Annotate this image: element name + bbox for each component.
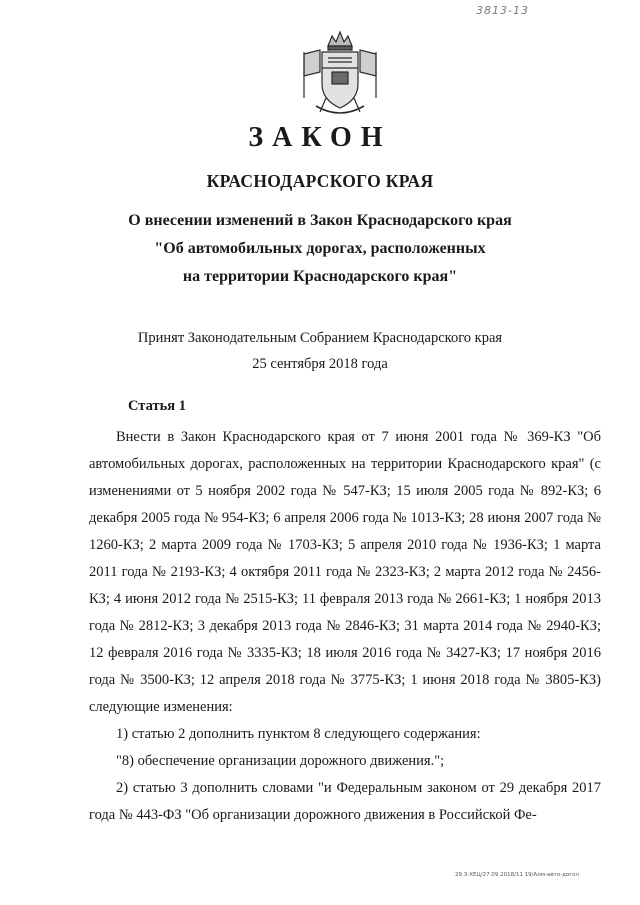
adoption-statement: Принят Законодательным Собранием Краснодарского края xyxy=(137,330,503,346)
paragraph: 2) статью 3 дополнить словами "и Федеральным законом от 29 декабря 2017 года № 443-ФЗ "Об организации дорожного движения в Российской Фе- xyxy=(89,780,601,823)
document-subtitle-line-1: О внесении изменений в Закон Краснодарского края xyxy=(128,212,512,229)
article-heading: Статья 1 xyxy=(128,398,186,414)
handwritten-registration-note: 3813-13 xyxy=(476,4,529,17)
paragraph: 1) статью 2 дополнить пунктом 8 следующего содержания: xyxy=(116,726,481,742)
document-subtitle-line-2: "Об автомобильных дорогах, расположенных xyxy=(154,240,486,257)
footer-file-code: 29.3-ХЕЦ/27.09.2018/11 19/Алм-авто-догол xyxy=(455,872,580,878)
paragraph: Внести в Закон Краснодарского края от 7 июня 2001 года № 369-КЗ "Об автомобильных дорогах, расположенных на территории Краснодарского края" (с изменениями от 5 ноября 2002 года № 547-КЗ; 15 июля 2005 года № 892-КЗ; 6 декабря 2005 года № 954-КЗ; 6 апреля 2006 года № 1013-КЗ; 28 июня 2007 года № 1260-КЗ; 2 марта 2009 года № 1703-КЗ; 5 апреля 2010 года № 1936-КЗ; 1 марта 2011 года № 2193-КЗ; 4 октября 2011 года № 2323-КЗ; 2 марта 2012 года № 2456-КЗ; 4 июня 2012 года № 2515-КЗ; 11 февраля 2013 года № 2661-КЗ; 1 ноября 2013 года № 2812-КЗ; 3 декабря 2013 года № 2846-КЗ; 31 марта 2014 года № 2940-КЗ; 12 февраля 2016 года № 3335-КЗ; 18 июля 2016 года № 3427-КЗ; 17 ноября 2016 года № 3500-КЗ; 12 апреля 2018 года № 3775-КЗ; 1 июня 2018 года № 3805-КЗ) следующие изменения: xyxy=(89,429,601,715)
article-body xyxy=(89,424,601,829)
adoption-date: 25 сентября 2018 года xyxy=(252,356,388,372)
coat-of-arms-icon xyxy=(298,28,382,120)
document-title: ЗАКОН xyxy=(248,122,392,153)
document-subtitle-line-3: на территории Краснодарского края" xyxy=(182,268,458,285)
document-region: КРАСНОДАРСКОГО КРАЯ xyxy=(206,171,434,191)
paragraph: "8) обеспечение организации дорожного движения."; xyxy=(116,753,445,769)
